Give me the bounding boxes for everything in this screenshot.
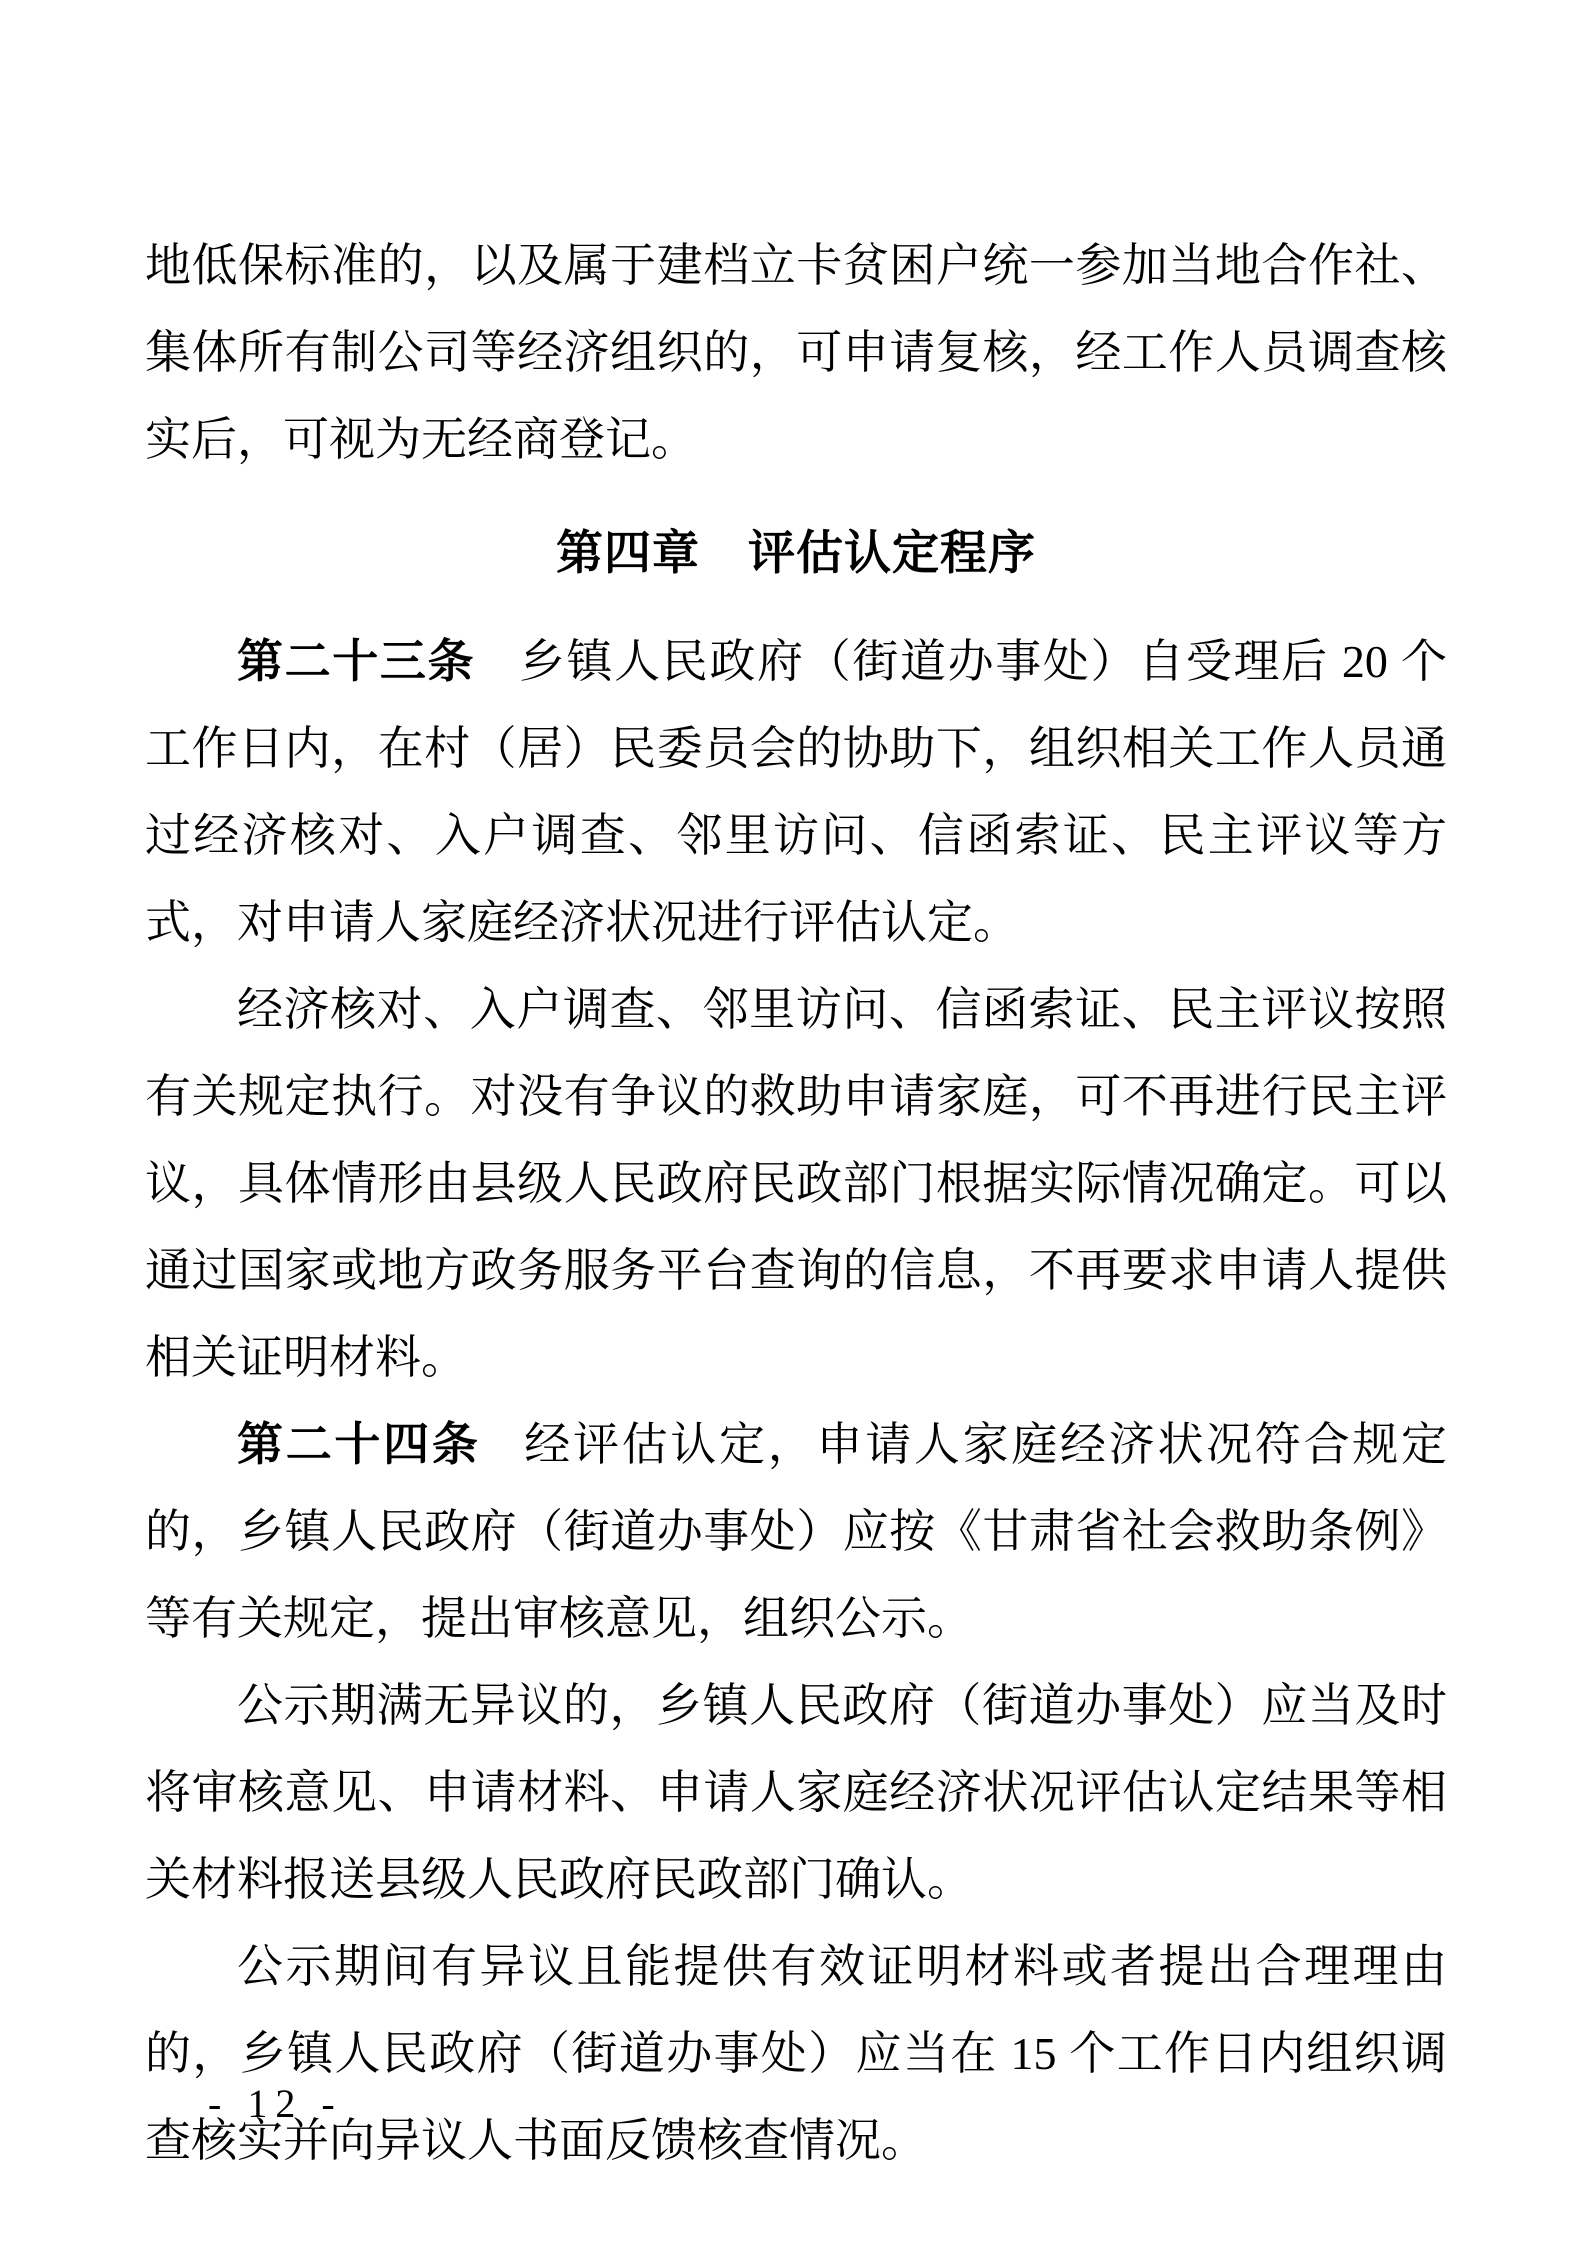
chapter-heading: 第四章 评估认定程序: [556, 526, 1036, 579]
article-23-paragraph-2: 经济核对、入户调查、邻里访问、信函索证、民主评议按照有关规定执行。对没有争议的救助申请家庭，可不再进行民主评议，具体情形由县级人民政府民政部门根据实际情况确定。可以通过国家或地方政务服务平台查询的信息，不再要求申请人提供相关证明材料。: [145, 984, 1447, 1383]
article-23-number: 第二十三条: [237, 635, 476, 687]
page-number: - 12 -: [208, 2081, 343, 2126]
article-23-paragraph-1: [145, 618, 1447, 966]
carryover-paragraph: 地低保标准的，以及属于建档立卡贫困户统一参加当地合作社、集体所有制公司等经济组织的，可申请复核，经工作人员调查核实后，可视为无经商登记。: [145, 240, 1447, 465]
document-body: [145, 222, 1447, 2184]
article-24-paragraph-1: [145, 1401, 1447, 1662]
article-23-text: 乡镇人民政府（街道办事处）自受理后 20 个工作日内，在村（居）民委员会的协助下，组织相关工作人员通过经济核对、入户调查、邻里访问、信函索证、民主评议等方式，对申请人家庭经济状况进行评估认定。: [145, 636, 1448, 948]
article-24-number: 第二十四条: [237, 1418, 481, 1470]
article-24-paragraph-3: 公示期间有异议且能提供有效证明材料或者提出合理理由的，乡镇人民政府（街道办事处）应当在 15 个工作日内组织调查核实并向异议人书面反馈核查情况。: [145, 1941, 1447, 2166]
article-24-paragraph-2: 公示期满无异议的，乡镇人民政府（街道办事处）应当及时将审核意见、申请材料、申请人家庭经济状况评估认定结果等相关材料报送县级人民政府民政部门确认。: [145, 1680, 1447, 1905]
article-24-text: 经评估认定，申请人家庭经济状况符合规定的，乡镇人民政府（街道办事处）应按《甘肃省社会救助条例》等有关规定，提出审核意见，组织公示。: [145, 1419, 1448, 1644]
